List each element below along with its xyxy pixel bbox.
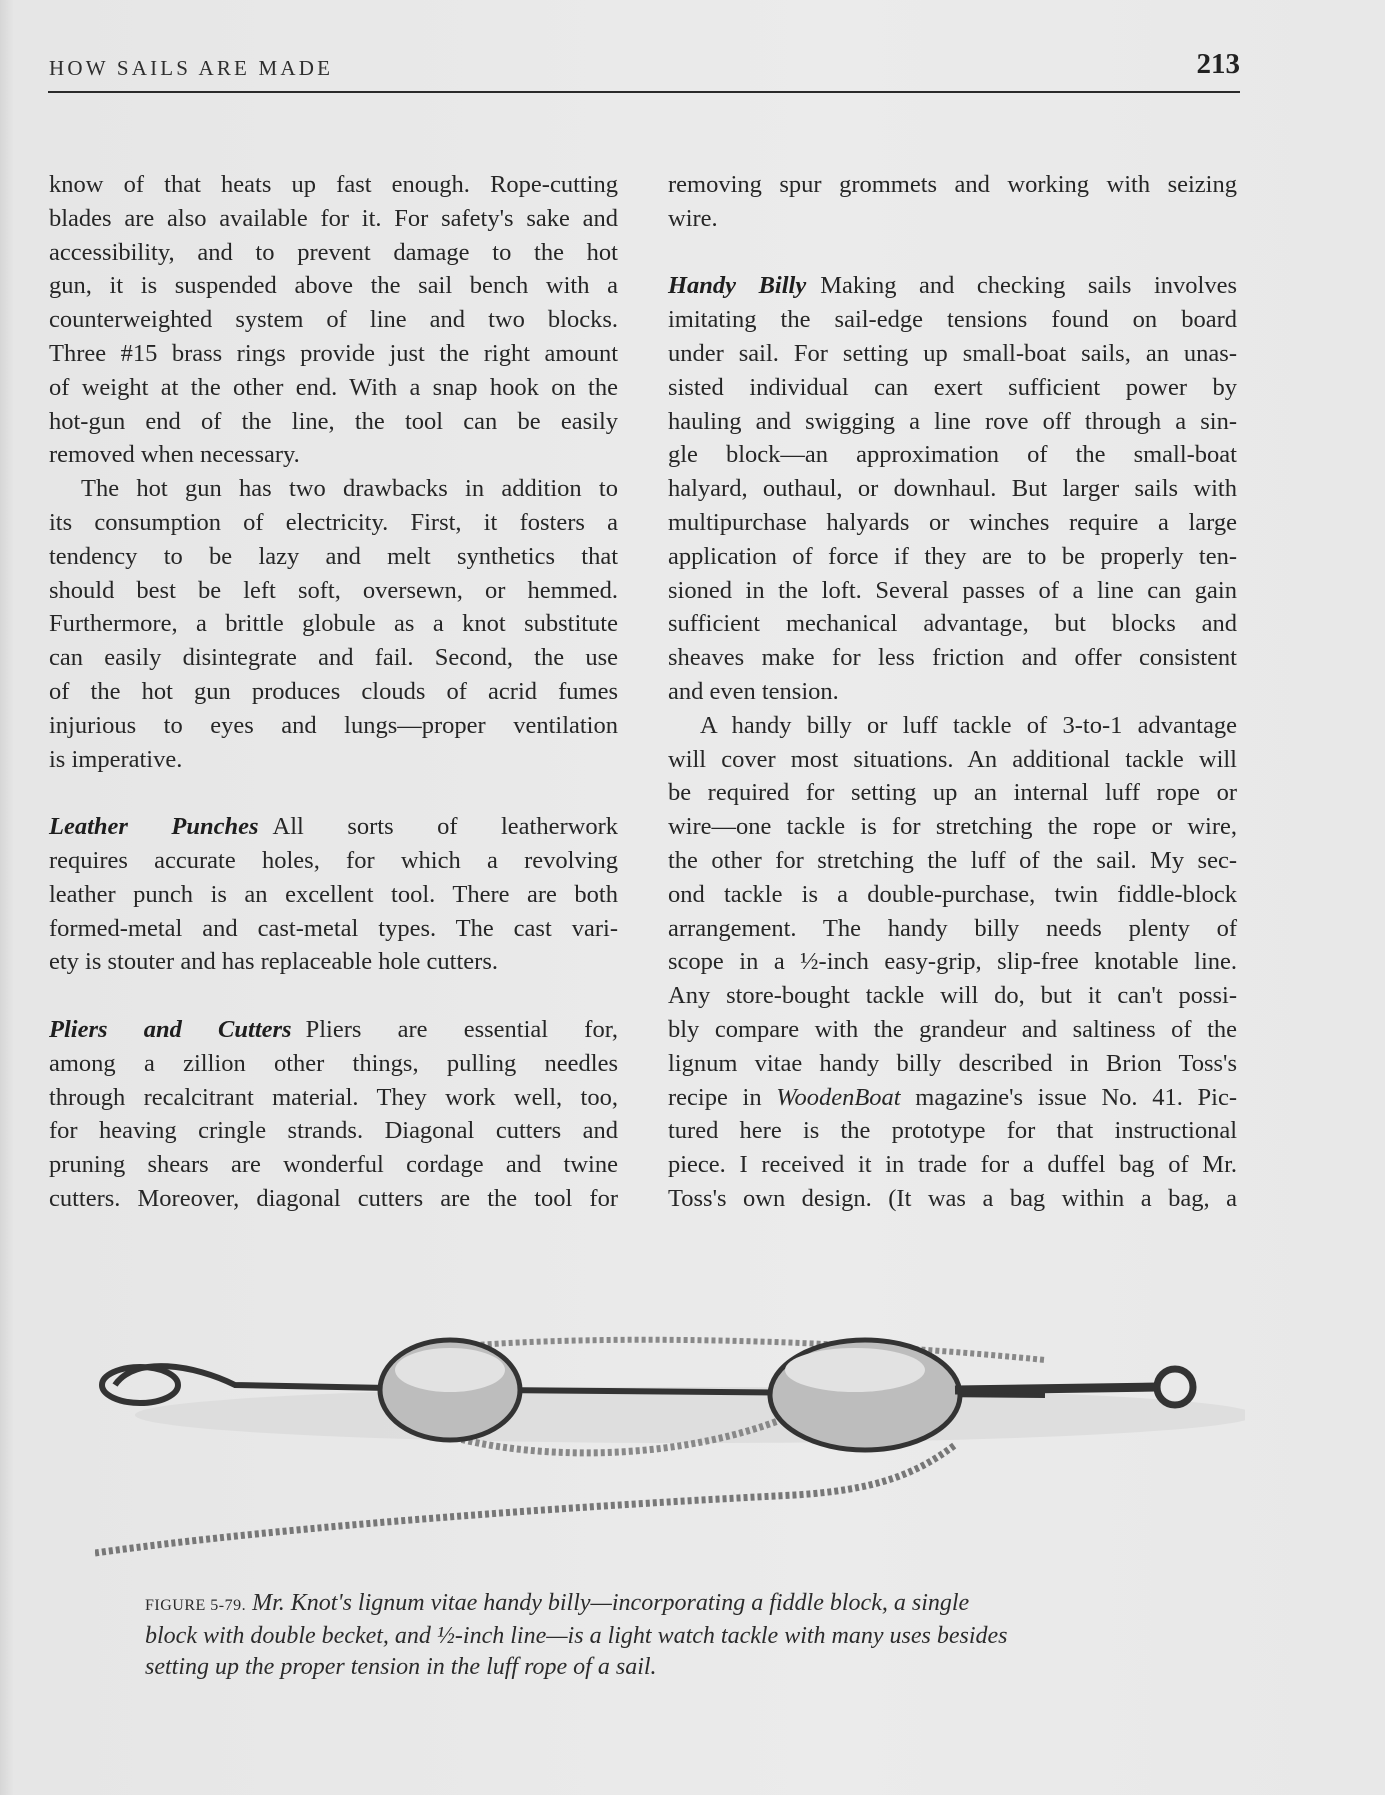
text-line: sheaves make for less friction and offer consistent: [668, 644, 1237, 672]
text-run: All sorts of leatherwork: [272, 813, 618, 841]
text-run: wire.: [668, 204, 718, 232]
text-line: tendency to be lazy and melt synthetics that: [49, 542, 618, 570]
text-line: halyard, outhaul, or downhaul. But larger sails with: [668, 475, 1237, 503]
text-line: sufficient mechanical advantage, but blocks and: [668, 610, 1237, 638]
text-run: removed when necessary.: [49, 441, 300, 469]
text-line: the other for stretching the luff of the sail. My sec-: [668, 846, 1237, 874]
text-line: multipurchase halyards or winches require a large: [668, 508, 1237, 536]
text-line: under sail. For setting up small-boat sails, an unas-: [668, 339, 1237, 367]
text-line: of the hot gun produces clouds of acrid fumes: [49, 677, 618, 705]
text-line: cutters. Moreover, diagonal cutters are the tool for: [49, 1184, 618, 1212]
text-line: gle block—an approximation of the small-boat: [668, 441, 1237, 469]
text-line: [49, 776, 618, 810]
text-line: requires accurate holes, for which a revolving: [49, 846, 618, 874]
text-line: imitating the sail-edge tensions found on board: [668, 306, 1237, 334]
text-line: [49, 743, 618, 777]
text-line: [668, 675, 1237, 709]
text-line: [49, 810, 618, 844]
text-line: leather punch is an excellent tool. There are both: [49, 880, 618, 908]
text-line: Any store-bought tackle will do, but it can't possi-: [668, 982, 1237, 1010]
section-title: HOW SAILS ARE MADE: [49, 56, 334, 80]
text-line: formed-metal and cast-metal types. The cast vari-: [49, 914, 618, 942]
text-line: for heaving cringle strands. Diagonal cutters and: [49, 1117, 618, 1145]
header-rule: [48, 91, 1240, 93]
text-line: can easily disintegrate and fail. Second, the use: [49, 644, 618, 672]
text-line: sisted individual can exert sufficient power by: [668, 373, 1237, 401]
publication-title: WoodenBoat: [776, 1083, 901, 1111]
text-run: Making and checking sails involves: [820, 272, 1237, 300]
text-line: [668, 202, 1237, 236]
text-run: Pliers are essential for,: [305, 1015, 618, 1043]
text-line: arrangement. The handy billy needs plenty of: [668, 914, 1237, 942]
text-line: gun, it is suspended above the sail bench with a: [49, 272, 618, 300]
text-line: Furthermore, a brittle globule as a knot substitute: [49, 610, 618, 638]
text-run: and even tension.: [668, 677, 839, 705]
text-line: Three #15 brass rings provide just the right amount: [49, 339, 618, 367]
text-line: its consumption of electricity. First, it fosters a: [49, 508, 618, 536]
text-line: through recalcitrant material. They work well, too,: [49, 1083, 618, 1111]
text-line: hot-gun end of the line, the tool can be easily: [49, 407, 618, 435]
text-line: among a zillion other things, pulling needles: [49, 1049, 618, 1077]
text-line: [49, 979, 618, 1013]
text-line: sioned in the loft. Several passes of a line can gain: [668, 576, 1237, 604]
text-line: [49, 438, 618, 472]
text-line: removing spur grommets and working with seizing: [668, 171, 1237, 198]
text-line: accessibility, and to prevent damage to the hot: [49, 238, 618, 266]
text-line: will cover most situations. An additional tackle will: [668, 745, 1237, 773]
text-line: blades are also available for it. For safety's sake and: [49, 204, 618, 232]
text-line: should best be left soft, oversewn, or hemmed.: [49, 576, 618, 604]
caption-line: setting up the proper tension in the luff rope of a sail.: [145, 1654, 657, 1680]
text-run: The hot gun has two drawbacks in addition to: [81, 475, 618, 503]
left-text-column: [49, 168, 618, 1216]
text-line: piece. I received it in trade for a duffel bag of Mr.: [668, 1151, 1237, 1179]
text-line: [49, 945, 618, 979]
text-run: ety is stouter and has replaceable hole cutters.: [49, 948, 498, 976]
figure-caption: [145, 1588, 1008, 1683]
text-line: ond tackle is a double-purchase, twin fiddle-block: [668, 880, 1237, 908]
run-in-heading: Handy Billy: [668, 272, 807, 300]
text-line: know of that heats up fast enough. Rope-cutting: [49, 171, 618, 198]
text-run: recipe in: [668, 1083, 777, 1111]
text-line: hauling and swigging a line rove off through a sin-: [668, 407, 1237, 435]
text-line: scope in a ½-inch easy-grip, slip-free knotable line.: [668, 948, 1237, 976]
text-run: magazine's issue No. 41. Pic-: [900, 1083, 1237, 1111]
caption-text: Mr. Knot's lignum vitae handy billy—incorporating a fiddle block, a single: [252, 1590, 970, 1616]
text-line: pruning shears are wonderful cordage and twine: [49, 1151, 618, 1179]
text-line: application of force if they are to be properly ten-: [668, 542, 1237, 570]
text-line: Toss's own design. (It was a bag within a bag, a: [668, 1184, 1237, 1212]
text-line: tured here is the prototype for that instructional: [668, 1117, 1237, 1145]
page-number: 213: [1196, 48, 1240, 80]
caption-line: block with double becket, and ½-inch line—is a light watch tackle with many uses besides: [145, 1623, 1008, 1649]
right-text-column: [668, 168, 1237, 1216]
text-line: of weight at the other end. With a snap hook on the: [49, 373, 618, 401]
figure-label: FIGURE 5-79.: [145, 1597, 247, 1614]
text-run: is imperative.: [49, 745, 183, 773]
text-line: be required for setting up an internal luff rope or: [668, 779, 1237, 807]
text-line: injurious to eyes and lungs—proper ventilation: [49, 711, 618, 739]
text-line: lignum vitae handy billy described in Brion Toss's: [668, 1049, 1237, 1077]
caption-line: [145, 1588, 1008, 1621]
text-line: [668, 269, 1237, 303]
text-line: bly compare with the grandeur and saltiness of the: [668, 1015, 1237, 1043]
text-line: [49, 1013, 618, 1047]
text-line: wire—one tackle is for stretching the rope or wire,: [668, 813, 1237, 841]
text-line: [668, 236, 1237, 270]
text-line: counterweighted system of line and two blocks.: [49, 306, 618, 334]
run-in-heading: Pliers and Cutters: [49, 1015, 292, 1043]
text-line: [668, 1081, 1237, 1115]
handy-billy-illustration: [95, 1295, 1245, 1565]
text-line: [49, 472, 618, 506]
text-run: A handy billy or luff tackle of 3-to-1 advantage: [700, 711, 1237, 739]
text-line: [668, 709, 1237, 743]
run-in-heading: Leather Punches: [49, 813, 259, 841]
